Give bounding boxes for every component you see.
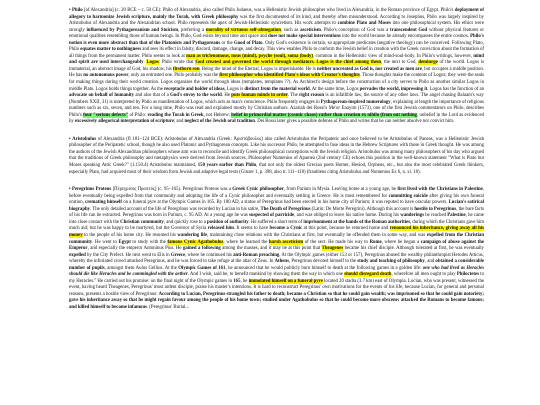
bold-text: gained a following (183, 246, 221, 252)
bold-text: Philo's notion is even more abstract than that of the Platonists and Pythagoreans (69, 34, 484, 46)
body-text: . (143, 60, 147, 66)
bold-text: released him (207, 226, 234, 232)
body-text: among the masses, and it may be at this point that (220, 246, 322, 252)
yellow-highlight: demiurge (418, 60, 438, 66)
body-text: , common in the Hellenistic view of mind-soul-body. In Philo's writings, however, (313, 53, 474, 59)
entry-paragraph (69, 8, 484, 126)
body-text: , where he learned the (223, 239, 270, 245)
bold-text: pervades the world, impressing it (359, 86, 428, 92)
body-text: , Logos is (224, 86, 245, 92)
bold-text: expelled (69, 252, 86, 258)
body-text: [of Alexandria] (c. 20 BCE – c. 50 CE): Philo of Alexandria, also called Philo Judaeus, was a Hellenistic Jewish philosopher who lived in Alexandria, in the Roman province of Egypt. Philo's (82, 8, 455, 13)
yellow-highlight: firstborn son (172, 66, 200, 72)
bold-text: campaign of abuse against the Emperor (69, 239, 485, 252)
bold-text: deployment of allegory to harmonize Jewish scripture, mainly the Torah, with Greek philosophy (69, 8, 485, 20)
body-text: and also that of a (134, 93, 171, 99)
body-text: , the next to God, (381, 60, 419, 66)
body-text: , he came into close contact with the (69, 213, 485, 225)
body-text: , such as (280, 27, 301, 33)
body-text: , and was obliged to leave his native home. During his (294, 213, 401, 219)
body-text: . At the same time, Logos (309, 86, 360, 92)
yellow-highlight: immolated himself on a funeral pyre (248, 278, 323, 284)
body-text: into the world because he already encompasses the entire cosmos. (340, 34, 471, 40)
body-text: , and quickly rose to a (163, 219, 207, 225)
body-text: , Peregrinus devoted himself to the (288, 259, 358, 265)
bold-text: Rome (369, 239, 382, 245)
body-text: of Philo: (128, 112, 148, 118)
yellow-highlight: Theagenes (321, 246, 344, 252)
bold-text: committing suicide (388, 193, 428, 199)
body-text: , but occupies a middle position. He has (69, 66, 485, 79)
body-text: , amongst them Aulus Gellius. At the (104, 265, 179, 271)
bold-text: reading the Torah in Greek (147, 112, 204, 118)
body-text: , that not only the oldest Grecian poets Homer, Hesiod, Orpheus, etc., but also the most celebrated Greek thinkers, especially Plato, had acquired most of their wisdom from Jewish and adaptive legal texts (Ginzer 1, p. 398, also tr. 111–118) (fraublens citing Aristobulus and Numenius Ex 6, n. xi. 18). (69, 163, 484, 175)
bold-text: neither uncreated as God is, nor created as men are (316, 66, 422, 72)
bold-text: combine Plato and Moses (337, 21, 391, 27)
bold-text: cremating himself (85, 200, 122, 206)
green-highlight: four "serious defects" (83, 112, 129, 118)
bold-text: Greek Cynic philosopher (232, 187, 284, 193)
body-text: located 20 stadia (3.7 km) east of Olympia. Lucian, who was present, witnessed the event, having heard Theagenes, Peregrinus' most ardent disciple, praise his master's intentions. It is hard to reconstruct Peregrinus' own motivations for the events of his life, because Lucian, for general and personal reasons, presents a hostile view of Peregrinus: (69, 278, 484, 297)
entry-paragraph (69, 137, 484, 176)
bold-text: transcendent God (390, 27, 428, 33)
body-text: . At the Olympic games (either 153 or 157), Peregrinus abused the wealthy philanthropist Herodes Atticus, whereby the infuriated crowd attacked Peregrinus, and he was forced to take refuge at the altar of Zeus. In (69, 252, 484, 265)
body-text: . Only God's existence is certain, so appropriate predicates (negative theology) can be conceived. Following Plato, Philo (69, 40, 484, 53)
body-text: , not Hebrew; (203, 112, 232, 118)
body-text: , during which the Christians gave him much aid; but he was happy to be martyred, but the Governor of Syria (69, 219, 484, 232)
body-text: , the bare facts of his life can be extracted. Peregrinus was born in Parium, c. 95 AD. At a young age he was (69, 206, 485, 219)
body-text: . And I wish, said he, to benefit mankind by showing them the way in which one (187, 272, 345, 278)
yellow-highlight: God created and governed the world through mediators. Logos is the chief among them (195, 60, 382, 66)
bold-text: asceticism (300, 27, 321, 33)
body-text: to the people of his home city. He resumed his (82, 232, 178, 238)
bold-text: hostile to Peregrinus (414, 206, 457, 212)
entry-term: Aristobulus (72, 136, 97, 142)
bold-text: distinct from the material world (244, 86, 310, 92)
body-text: ; unbelief in the Lord as evidenced by (69, 112, 484, 125)
bold-text: Pythagorean-inspired numerology (320, 99, 391, 105)
italic-text: one who had lived as Heracles should die like Heracles and be commingled with the aether (69, 265, 484, 278)
body-text: of the sect. He made his way to (303, 239, 370, 245)
body-text: , preferring a (178, 27, 206, 33)
bold-text: Philoctetes (456, 272, 479, 278)
body-text: . Philo's conception of God was a (320, 27, 391, 33)
bold-text: does not make special interventions (268, 34, 341, 40)
body-text: . He (221, 93, 232, 99)
body-text: ; and (173, 119, 185, 125)
entries-list (69, 8, 484, 312)
bold-text: wanderings (400, 213, 425, 219)
body-text: , he announced that he would publicly burn himself to death at the following games in a golden life: (225, 265, 423, 271)
body-text: . Being the mind of the Eternal, Logos is imperishable. He is (199, 66, 317, 72)
body-text: . He suffered a short term of (248, 219, 304, 225)
bold-text: Greece (170, 252, 186, 258)
bold-text: obtained a considerable number of pupils (69, 259, 484, 271)
entry-term: Philo (72, 8, 83, 13)
body-text: , explaining at length the importance of religious numbers such as six, seven, and ten. For a long time, Philo was read and explained mostly by Christian authors. Azariah dei Rossi's Me'or Enayim (1573), one of the first Jewish commentators on Philo, describes Philo's (69, 99, 484, 118)
yellow-highlight: morality of virtuous self-abnegation (205, 27, 281, 33)
yellow-highlight: Logos (146, 60, 159, 66)
bold-text: Lucian's satirical biography (69, 200, 484, 212)
body-text: . Logos has the function of an (427, 86, 484, 92)
bold-text: suspected of parricide (249, 213, 295, 219)
bold-text: right reason (299, 93, 325, 99)
bold-text: become a Cynic (269, 226, 303, 232)
bullet-marker: • (69, 8, 72, 13)
bold-text: study and teaching of philosophy (357, 259, 425, 265)
bullet-marker: • (69, 187, 72, 193)
body-text: without physical features or emotional qualities resembling those of human beings. In Philo, God exists beyond time and space and (69, 27, 484, 40)
bold-text: mind and spirit are used interchangeably (69, 53, 484, 66)
bold-text: anti-Roman preaching (233, 252, 280, 258)
bold-text: The Death of Peregrinus (260, 206, 311, 212)
bullet-marker: • (69, 136, 73, 142)
bold-text: Egypt (118, 239, 131, 245)
body-text: and sees its effect in falsity, discord, damage, change, and decay. This view enables Philo to conform the Jewish belief in creation with the Greek conviction about the formation of all things from the permanent matter. Philo seems to look at (69, 47, 485, 59)
bold-text: first lived with the Christians in Palestine (397, 187, 483, 193)
body-text: [Πέρεγρινος Πρωτεύς] (c. 95–165). Peregrinus Proteus was a (111, 187, 233, 193)
yellow-highlight: puts human minds in order (231, 93, 288, 99)
body-text: of Alexandria (fl 181–124 BCE): Aristobulus of Alexandria (Greek: Ἀριστόβουλος) also called Aristobulus the Peripatetic and once believed to be Aristobulus of Paneas, was a Hellenistic Jewish philosopher of the Peripatetic school, though he also used Platonic and Pythagorean concepts. Like his successor Philo, he attempted to fuse ideas in the Hebrew Scriptures with those in Greek thought. He was among the authors of the Jewish Alexandrian philosophers whose aim was to reconcile and identify Greek philosophical conceptions with the Jewish religion. Aristobulus was among many philosophers of his day who argued that the traditions of Greek philosophy and metaphysics were derived from Jewish sources. Philosopher Numenius of Apamea (2nd century CE) echoes this position in the well-known statement "What is Plato but Moses speaking Attic Greek?" (1.150.4) Aristobulus maintained, (69, 136, 484, 169)
bold-text: expelled from the Christian community (69, 232, 484, 245)
bold-text: position of authority (206, 219, 249, 225)
body-text: , maintaining close relations with the Christians at first, but eventually he offended them in some way, and was (207, 232, 427, 238)
body-text: into one philosophical system. His ethics were strongly (69, 21, 484, 33)
bold-text: receptacle and holder of ideas (164, 86, 225, 92)
body-text: of the world. Logos is immaterial, an abstract image of God, his shadow, his (69, 60, 484, 72)
yellow-highlight: famous Cynic Agathobulus (167, 239, 224, 245)
body-text: . The (287, 93, 300, 99)
yellow-highlight: first philosopher who identified Plato's ideas with Creator's thoughts (219, 73, 360, 79)
body-text: , before eventually being expelled from that community and adopting the life of a Cynic philosopher and eventually settling in Greece. He is most remembered for (69, 187, 484, 199)
body-text: was the first documented of its kind, and thereby often misunderstood. According to Josephus, Philo was largely inspired by Aristobulus of Alexandria and the Alexandrian school. Philo represents the apex of Jewish-Hellenistic syncretism. His work attempts to (69, 14, 484, 27)
body-text: , where he began a (381, 239, 421, 245)
bold-text: wandering life (177, 232, 208, 238)
bold-text: influenced by Pythagoreanism and Stoicism (86, 27, 179, 33)
body-text: . He went to (92, 239, 119, 245)
body-text: after giving his own funeral oration, (69, 193, 485, 206)
yellow-highlight: harsh asceticism (269, 239, 304, 245)
yellow-highlight: man as triclenomous, nous (mind), psyche (soul), soma (body) (186, 53, 314, 59)
body-text: (Latin: De Morte Peregrini). Although this account is (310, 206, 415, 212)
bold-text: equates matter to nothingness (80, 47, 142, 53)
entry-separator (69, 126, 484, 137)
entry-term: Peregrinus Proteus (72, 187, 112, 193)
body-text: to study with the (130, 239, 168, 245)
body-text: he reached (424, 213, 448, 219)
bold-text: imprisonment at the hands of the Roman authorities (303, 219, 411, 225)
body-text: , from Parium in Mysia. Leaving home at a young age, he (283, 187, 398, 193)
body-text: , and especially the emperor Antoninus Pius. He (87, 246, 183, 252)
body-text: , he (240, 278, 249, 284)
bold-text: According to Lucian, Peregrinus strangled his father to death; became a Christian so that he could gain wealth; was imprisoned so that he could gain notoriety; gave his inheritance away so that he might regain favour among the people of his home town; studied under Agathobulus so that he could become more obscene; attacked the Romans to become famous; and killed himself to become infamous (69, 291, 485, 310)
entry-paragraph (69, 187, 484, 311)
bold-text: no autonomous power (83, 73, 129, 79)
body-text: , wherefore all men ought to play (391, 272, 457, 278)
bold-text: 165 (233, 278, 241, 284)
green-highlight: belief in primordial matter (cosmic chaos) rather than creation ex nihilo (from out nothing (231, 112, 417, 118)
body-text: to my Heracles." He carried out his promise: on the final night of the Olympic games in (69, 272, 484, 284)
body-text: on a funeral pyre at the Olympic Games in 165. By 180 AD, a statue of Peregrinus had been erected in his home city of Parium; it was reputed to have oracular powers. (121, 200, 449, 206)
body-text: . (Peregrinus' Burial... (147, 304, 189, 310)
yellow-highlight: renounced his inheritance, giving away all his money (69, 226, 484, 238)
body-text: , and (424, 259, 436, 265)
bold-text: 150 years earlier than Philo (197, 163, 257, 169)
body-text: . Dei Rossi later gives a possible defense of Philo and writes that he can neither absolve nor convict him. (254, 119, 455, 125)
bold-text: Olympic Games of 161 (178, 265, 226, 271)
entry-separator (69, 176, 484, 187)
bold-text: neglect of the Jewish oral tradition (184, 119, 255, 125)
body-text: . It seems to have (233, 226, 270, 232)
body-text: , where he continued his (185, 252, 234, 258)
bold-text: Good of Plato (234, 40, 263, 46)
body-text: or the (220, 40, 235, 46)
yellow-highlight: should disregard death (344, 272, 392, 278)
bold-text: God's envoy to the world (170, 93, 222, 99)
bold-text: excessively allegorical interpretation of scripture (74, 119, 174, 125)
body-text: . Those thoughts make the contents of Logos; they were the seals for making things during their world creation. Logos organizes the world through ideas (templates, templates ??). As Architect's design before the construction of a city serves to Philo as another similar Logos in middle Plato. Logos holds things together. As the (69, 73, 484, 92)
body-text: : Philo wrote that (158, 60, 196, 66)
body-text: . The only detailed account of the life of Peregrinus was recorded by Lucian in his satire, (90, 206, 261, 212)
body-text: , only an entrusted one. Philo probably was the (128, 73, 220, 79)
bold-text: Athens (274, 259, 289, 265)
bold-text: advocate on behalf of humanity (69, 93, 135, 99)
body-text: is an infallible law, the source of any other laws. The angel chasing Balaam's way (Numbers XXII, 31) is interpreted by Philo as manifestation of Logos, which acts as man's conscience. Philo frequently engages in (69, 93, 484, 105)
body-text: by the City Prefect. He next went to Elis in (85, 252, 171, 258)
body-text: became his chief disciple. Although tolerated at first, he was eventually (343, 246, 484, 252)
bold-text: Palestine (447, 213, 466, 219)
bold-text: Christian community (120, 219, 164, 225)
body-text: at this point, because he returned home and (302, 226, 390, 232)
